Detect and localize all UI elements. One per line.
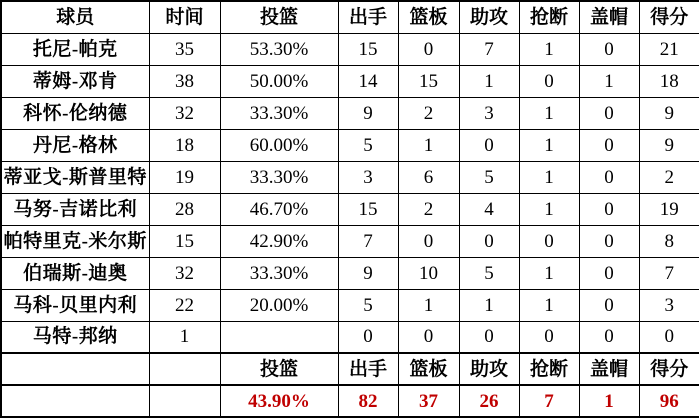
stat-cell: 1 bbox=[149, 321, 220, 353]
stat-cell: 0 bbox=[398, 33, 459, 65]
column-header: 出手 bbox=[338, 1, 398, 33]
footer-total-cell bbox=[1, 385, 149, 417]
stat-cell: 8 bbox=[639, 225, 699, 257]
stat-cell: 6 bbox=[398, 161, 459, 193]
table-row bbox=[1, 321, 699, 353]
footer-label-cell: 出手 bbox=[338, 353, 398, 385]
table-row bbox=[1, 65, 699, 97]
footer-label-cell: 篮板 bbox=[398, 353, 459, 385]
stat-cell: 2 bbox=[398, 193, 459, 225]
footer-label-cell bbox=[149, 353, 220, 385]
stat-cell: 0 bbox=[579, 257, 639, 289]
stat-cell: 0 bbox=[459, 321, 519, 353]
stat-cell: 1 bbox=[398, 289, 459, 321]
stat-cell: 0 bbox=[579, 289, 639, 321]
player-name-cell: 帕特里克-米尔斯 bbox=[1, 225, 149, 257]
stat-cell: 5 bbox=[459, 161, 519, 193]
table-row bbox=[1, 289, 699, 321]
stat-cell: 32 bbox=[149, 97, 220, 129]
stat-cell: 7 bbox=[459, 33, 519, 65]
column-header: 助攻 bbox=[459, 1, 519, 33]
stat-cell: 2 bbox=[639, 161, 699, 193]
stat-cell: 3 bbox=[639, 289, 699, 321]
stat-cell: 1 bbox=[459, 65, 519, 97]
stat-cell bbox=[220, 321, 338, 353]
footer-total-cell bbox=[149, 385, 220, 417]
stat-cell: 33.30% bbox=[220, 97, 338, 129]
stat-cell: 9 bbox=[338, 97, 398, 129]
table-row bbox=[1, 257, 699, 289]
footer-label-cell: 投篮 bbox=[220, 353, 338, 385]
player-name-cell: 伯瑞斯-迪奥 bbox=[1, 257, 149, 289]
stat-cell: 15 bbox=[338, 193, 398, 225]
stat-cell: 15 bbox=[149, 225, 220, 257]
stat-cell: 7 bbox=[639, 257, 699, 289]
column-header: 盖帽 bbox=[579, 1, 639, 33]
stat-cell: 1 bbox=[519, 129, 579, 161]
stat-cell: 0 bbox=[579, 321, 639, 353]
footer-label-cell: 得分 bbox=[639, 353, 699, 385]
stat-cell: 33.30% bbox=[220, 257, 338, 289]
stat-cell: 46.70% bbox=[220, 193, 338, 225]
footer-total-cell: 1 bbox=[579, 385, 639, 417]
stat-cell: 18 bbox=[639, 65, 699, 97]
stat-cell: 60.00% bbox=[220, 129, 338, 161]
stat-cell: 22 bbox=[149, 289, 220, 321]
column-header: 时间 bbox=[149, 1, 220, 33]
stat-cell: 0 bbox=[579, 97, 639, 129]
player-name-cell: 马特-邦纳 bbox=[1, 321, 149, 353]
footer-total-cell: 43.90% bbox=[220, 385, 338, 417]
table-row bbox=[1, 129, 699, 161]
footer-totals-row bbox=[1, 385, 699, 417]
stat-cell: 3 bbox=[338, 161, 398, 193]
stat-cell: 21 bbox=[639, 33, 699, 65]
stat-cell: 0 bbox=[639, 321, 699, 353]
table-body bbox=[1, 33, 699, 353]
stat-cell: 1 bbox=[519, 97, 579, 129]
stat-cell: 0 bbox=[459, 225, 519, 257]
column-header: 抢断 bbox=[519, 1, 579, 33]
player-name-cell: 托尼-帕克 bbox=[1, 33, 149, 65]
stat-cell: 0 bbox=[338, 321, 398, 353]
stat-cell: 38 bbox=[149, 65, 220, 97]
stat-cell: 53.30% bbox=[220, 33, 338, 65]
stat-cell: 1 bbox=[579, 65, 639, 97]
player-name-cell: 科怀-伦纳德 bbox=[1, 97, 149, 129]
footer-total-cell: 37 bbox=[398, 385, 459, 417]
stat-cell: 28 bbox=[149, 193, 220, 225]
player-name-cell: 蒂亚戈-斯普里特 bbox=[1, 161, 149, 193]
stat-cell: 3 bbox=[459, 97, 519, 129]
column-header: 篮板 bbox=[398, 1, 459, 33]
stat-cell: 19 bbox=[639, 193, 699, 225]
footer-label-cell: 助攻 bbox=[459, 353, 519, 385]
stat-cell: 50.00% bbox=[220, 65, 338, 97]
table-row bbox=[1, 97, 699, 129]
stat-cell: 10 bbox=[398, 257, 459, 289]
player-name-cell: 蒂姆-邓肯 bbox=[1, 65, 149, 97]
stat-cell: 0 bbox=[579, 161, 639, 193]
stat-cell: 1 bbox=[519, 289, 579, 321]
footer-total-cell: 96 bbox=[639, 385, 699, 417]
stat-cell: 0 bbox=[398, 225, 459, 257]
stat-cell: 9 bbox=[639, 97, 699, 129]
table-row bbox=[1, 225, 699, 257]
stat-cell: 14 bbox=[338, 65, 398, 97]
stat-cell: 1 bbox=[519, 33, 579, 65]
footer-label-cell bbox=[1, 353, 149, 385]
stat-cell: 2 bbox=[398, 97, 459, 129]
footer-label-cell: 抢断 bbox=[519, 353, 579, 385]
stat-cell: 1 bbox=[519, 257, 579, 289]
stat-cell: 18 bbox=[149, 129, 220, 161]
stat-cell: 1 bbox=[519, 193, 579, 225]
player-name-cell: 马科-贝里内利 bbox=[1, 289, 149, 321]
table-row bbox=[1, 193, 699, 225]
table-row bbox=[1, 161, 699, 193]
stat-cell: 0 bbox=[579, 193, 639, 225]
stat-cell: 5 bbox=[338, 129, 398, 161]
column-header: 投篮 bbox=[220, 1, 338, 33]
stat-cell: 1 bbox=[459, 289, 519, 321]
footer-label-row bbox=[1, 353, 699, 385]
table-row bbox=[1, 33, 699, 65]
column-header: 得分 bbox=[639, 1, 699, 33]
stat-cell: 19 bbox=[149, 161, 220, 193]
stat-cell: 0 bbox=[579, 225, 639, 257]
stat-cell: 9 bbox=[639, 129, 699, 161]
stat-cell: 5 bbox=[459, 257, 519, 289]
stat-cell: 0 bbox=[519, 65, 579, 97]
stat-cell: 0 bbox=[519, 321, 579, 353]
stat-cell: 0 bbox=[459, 129, 519, 161]
footer-total-cell: 26 bbox=[459, 385, 519, 417]
stat-cell: 1 bbox=[519, 161, 579, 193]
stat-cell: 5 bbox=[338, 289, 398, 321]
footer-total-cell: 82 bbox=[338, 385, 398, 417]
stat-cell: 20.00% bbox=[220, 289, 338, 321]
column-header: 球员 bbox=[1, 1, 149, 33]
stat-cell: 1 bbox=[398, 129, 459, 161]
stat-cell: 0 bbox=[579, 33, 639, 65]
stat-cell: 32 bbox=[149, 257, 220, 289]
stat-cell: 0 bbox=[579, 129, 639, 161]
stat-cell: 42.90% bbox=[220, 225, 338, 257]
stat-cell: 0 bbox=[398, 321, 459, 353]
stat-cell: 35 bbox=[149, 33, 220, 65]
header-row bbox=[1, 1, 699, 33]
stat-cell: 33.30% bbox=[220, 161, 338, 193]
player-name-cell: 马努-吉诺比利 bbox=[1, 193, 149, 225]
footer-total-cell: 7 bbox=[519, 385, 579, 417]
stat-cell: 0 bbox=[519, 225, 579, 257]
stat-cell: 15 bbox=[338, 33, 398, 65]
stat-cell: 15 bbox=[398, 65, 459, 97]
footer-label-cell: 盖帽 bbox=[579, 353, 639, 385]
stat-cell: 9 bbox=[338, 257, 398, 289]
player-name-cell: 丹尼-格林 bbox=[1, 129, 149, 161]
stat-cell: 7 bbox=[338, 225, 398, 257]
stat-cell: 4 bbox=[459, 193, 519, 225]
